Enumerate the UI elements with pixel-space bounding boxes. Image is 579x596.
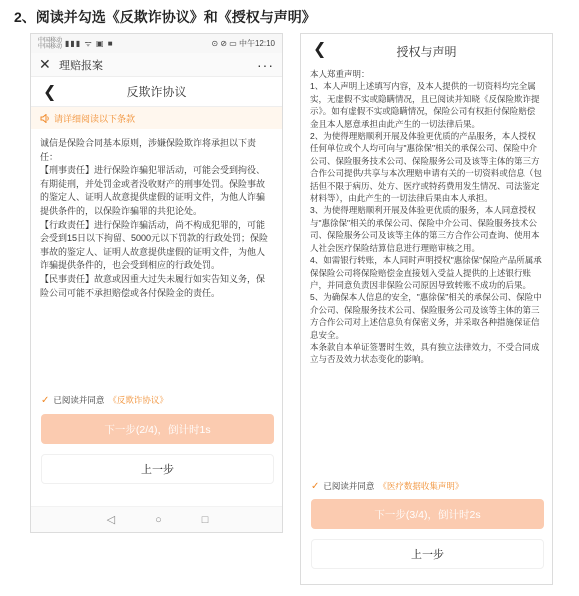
agreement-paragraph: 【刑事责任】进行保险诈骗犯罪活动，可能会受到拘役、有期徒刑，并处罚金或者没收财产的刑事处罚。保险事故的鉴定人、证明人故意提供虚假的证明文件，为他人诈骗提供条件的，以保险诈骗罪的共犯论处。 bbox=[40, 165, 266, 216]
next-step-button[interactable]: 下一步(2/4)，倒计时1s bbox=[41, 414, 274, 444]
app-title: 理赔报案 bbox=[59, 59, 103, 72]
status-bar bbox=[31, 34, 282, 53]
page-title: 授权与声明 bbox=[396, 44, 457, 59]
next-step-button[interactable]: 下一步(3/4)，倒计时2s bbox=[311, 499, 544, 529]
check-icon[interactable]: ✓ bbox=[41, 394, 50, 406]
signal-icon: ▮▮▮ ᯤ ▣ ■ bbox=[65, 38, 114, 48]
app-bar bbox=[31, 53, 282, 77]
declaration-paragraph: 4、如需银行转账，本人同时声明授权"惠徐保"保险产品所属承保保险公司将保险赔偿金直接划入受益人提供的上述银行账户，并同意负责因非保险公司原因导致转账不成功的后果。 bbox=[310, 255, 542, 290]
notice-bar bbox=[31, 107, 282, 129]
declaration-link[interactable]: 《医疗数据收集声明》 bbox=[378, 481, 464, 491]
agreement-text bbox=[31, 129, 282, 300]
action-area bbox=[31, 394, 283, 484]
system-nav-bar bbox=[31, 506, 283, 532]
agreement-paragraph: 【行政责任】进行保险诈骗活动，尚不构成犯罪的，可能会受到15日以下拘留、5000元以下罚款的行政处罚；保险事故的鉴定人、证明人故意提供虚假的证明文件，为他人诈骗提供条件的，也会受到相应的行政处罚。 bbox=[40, 219, 269, 271]
page-header bbox=[301, 34, 552, 68]
nav-recent-icon[interactable]: □ bbox=[201, 513, 209, 526]
status-time: ⊙ ⊘ ▭ 中午12:10 bbox=[211, 39, 275, 48]
page-title: 反欺诈协议 bbox=[126, 85, 187, 99]
declaration-paragraph: 本条款自本单证签署时生效，具有独立法律效力，不受合同成立与否及效力状态变化的影响。 bbox=[310, 341, 540, 365]
agree-checkbox-row[interactable] bbox=[41, 394, 274, 406]
carrier-label: 中国移动 bbox=[38, 37, 63, 44]
close-icon[interactable]: ✕ bbox=[39, 56, 51, 72]
declaration-text bbox=[301, 68, 552, 366]
authorization-screen bbox=[300, 33, 553, 585]
agree-checkbox-row[interactable] bbox=[311, 480, 544, 492]
declaration-paragraph: 本人郑重声明： bbox=[310, 69, 370, 79]
previous-step-button[interactable]: 上一步 bbox=[41, 454, 274, 484]
page-heading: 2、阅读并勾选《反欺诈协议》和《授权与声明》 bbox=[14, 9, 316, 25]
status-left bbox=[38, 38, 114, 50]
agreement-paragraph: 【民事责任】故意或因重大过失未履行如实告知义务，保险公司可能不承担赔偿或各付保险金的责任。 bbox=[40, 273, 266, 298]
notice-text: 请详细阅读以下条款 bbox=[54, 113, 136, 124]
check-icon[interactable]: ✓ bbox=[311, 480, 320, 492]
declaration-paragraph: 1、本人声明上述填写内容，及本人提供的一切资料均完全属实，无虚假不实或隐瞒情况，且已阅读并知晓《反保险欺诈提示》。如有虚假不实或隐瞒情况，保险公司有权拒付保险赔偿金且本人愿意承担由此产生的一切法律后果。 bbox=[310, 81, 540, 129]
back-icon[interactable]: ❮ bbox=[313, 41, 327, 58]
declaration-paragraph: 3、为使得理赔顺利开展及体验更优质的服务，本人同意授权与"惠徐保"相关的承保公司、保险中介公司、保险服务技术公司、保险服务公司及该等主体的第三方合作公司查询、使用本人社会医疗保险结算信息进行理赔审核之用。 bbox=[310, 205, 540, 253]
more-icon[interactable]: ··· bbox=[257, 56, 274, 73]
carrier-label: 中国移动 bbox=[38, 43, 63, 50]
previous-step-button[interactable]: 上一步 bbox=[311, 539, 544, 569]
anti-fraud-screen bbox=[30, 33, 283, 533]
back-icon[interactable]: ❮ bbox=[43, 84, 57, 101]
agree-text: 已阅读并同意 bbox=[323, 481, 375, 491]
agreement-paragraph: 诚信是保险合同基本原则，涉嫌保险欺诈将承担以下责任： bbox=[40, 138, 257, 162]
page-header bbox=[31, 77, 282, 107]
nav-back-icon[interactable]: ◁ bbox=[106, 514, 116, 526]
nav-home-icon[interactable]: ○ bbox=[155, 513, 162, 526]
agreement-link[interactable]: 《反欺诈协议》 bbox=[108, 395, 168, 405]
speaker-icon bbox=[40, 114, 50, 123]
declaration-paragraph: 5、为确保本人信息的安全，"惠徐保"相关的承保公司、保险中介公司、保险服务技术公司、保险服务公司及该等主体的第三方合作公司对上述信息负有保密义务，并采取各种措施保证信息安全。 bbox=[310, 292, 542, 340]
declaration-paragraph: 2、为使得理赔顺利开展及体验更优质的产品服务，本人授权任何单位或个人均可向与"惠徐保"相关的承保公司、保险中介公司、保险服务技术公司、保险服务公司及该等主体的第三方合作公司提供/共享与本次理赔申请有关的一切资料或信息（包括但不限于病历、处方、医疗或特药费用发生情况、司法鉴定材料等），由此产生的一切法律后果由本人承担。 bbox=[310, 131, 542, 204]
agree-text: 已阅读并同意 bbox=[53, 395, 105, 405]
carrier-labels bbox=[38, 38, 62, 50]
action-area bbox=[301, 480, 553, 569]
